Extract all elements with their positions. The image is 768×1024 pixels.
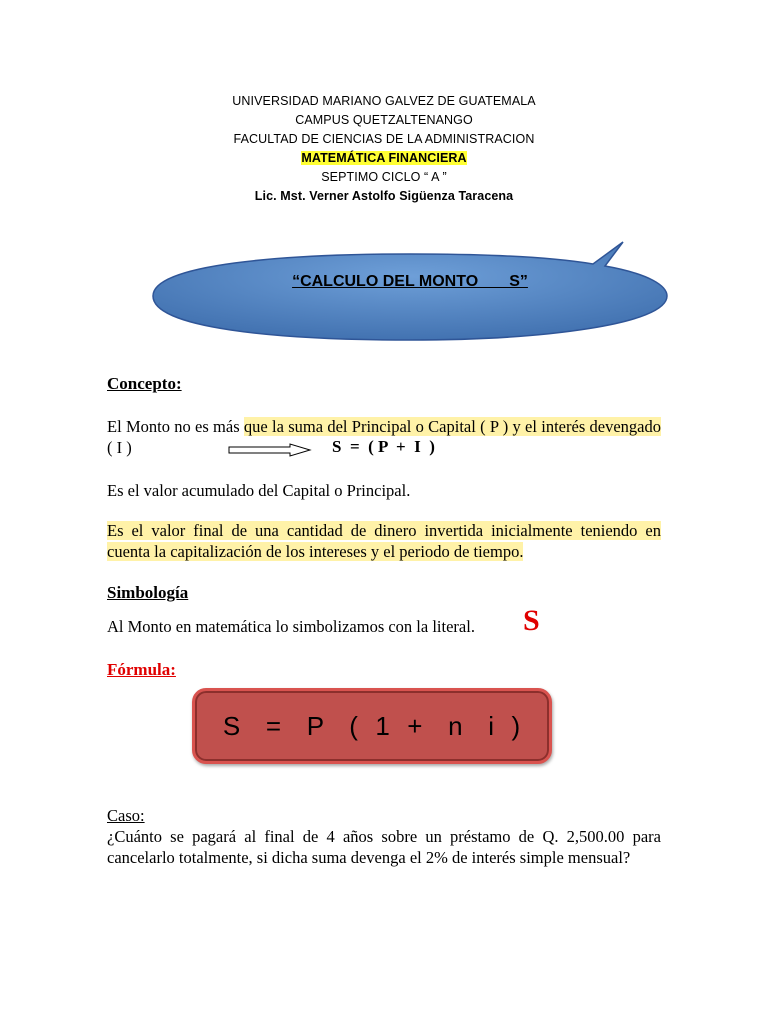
- arrow-right-icon: [228, 443, 312, 457]
- campus-name: CAMPUS QUETZALTENANGO: [295, 113, 473, 127]
- speech-bubble-banner: [145, 236, 675, 346]
- concepto-text-c: ( I ): [107, 438, 132, 457]
- concepto-paragraph-2: Es el valor acumulado del Capital o Principal.: [107, 481, 411, 500]
- concepto-text-a: El Monto no es más: [107, 417, 244, 436]
- concepto-paragraph-3-text: Es el valor final de una cantidad de dinero invertida inicialmente teniendo en cuenta la capitalización de los intereses y el periodo de tiempo.: [107, 521, 661, 561]
- simbologia-heading: Simbología: [107, 583, 189, 602]
- document-header: [0, 92, 768, 206]
- university-name: UNIVERSIDAD MARIANO GALVEZ DE GUATEMALA: [232, 94, 536, 108]
- concepto-heading: Concepto:: [107, 374, 182, 393]
- caso-heading: Caso:: [107, 806, 145, 825]
- monto-symbol: S: [523, 604, 540, 637]
- concepto-text-highlight: que la suma del Principal o Capital ( P ) y el interés devengado: [243, 417, 661, 436]
- caso-text: ¿Cuánto se pagará al final de 4 años sobre un préstamo de Q. 2,500.00 para cancelarlo totalmente, si dicha suma devenga el 2% de interés simple mensual?: [107, 827, 661, 867]
- course-name: MATEMÁTICA FINANCIERA: [301, 151, 467, 165]
- formula-heading: Fórmula:: [107, 660, 176, 679]
- faculty-name: FACULTAD DE CIENCIAS DE LA ADMINISTRACION: [233, 132, 535, 146]
- monto-formula: S = P ( 1 + n i ): [222, 711, 522, 741]
- banner-title: “CALCULO DEL MONTO S”: [292, 273, 528, 290]
- professor-name: Lic. Mst. Verner Astolfo Sigüenza Taracena: [254, 189, 514, 203]
- formula-box: [192, 688, 552, 764]
- simbologia-text: Al Monto en matemática lo simbolizamos con la literal.: [107, 617, 475, 636]
- cycle-label: SEPTIMO CICLO “ A ”: [321, 170, 447, 184]
- monto-formula-inline: S = ( P + I ): [332, 437, 435, 456]
- concepto-paragraph-3: [107, 520, 661, 562]
